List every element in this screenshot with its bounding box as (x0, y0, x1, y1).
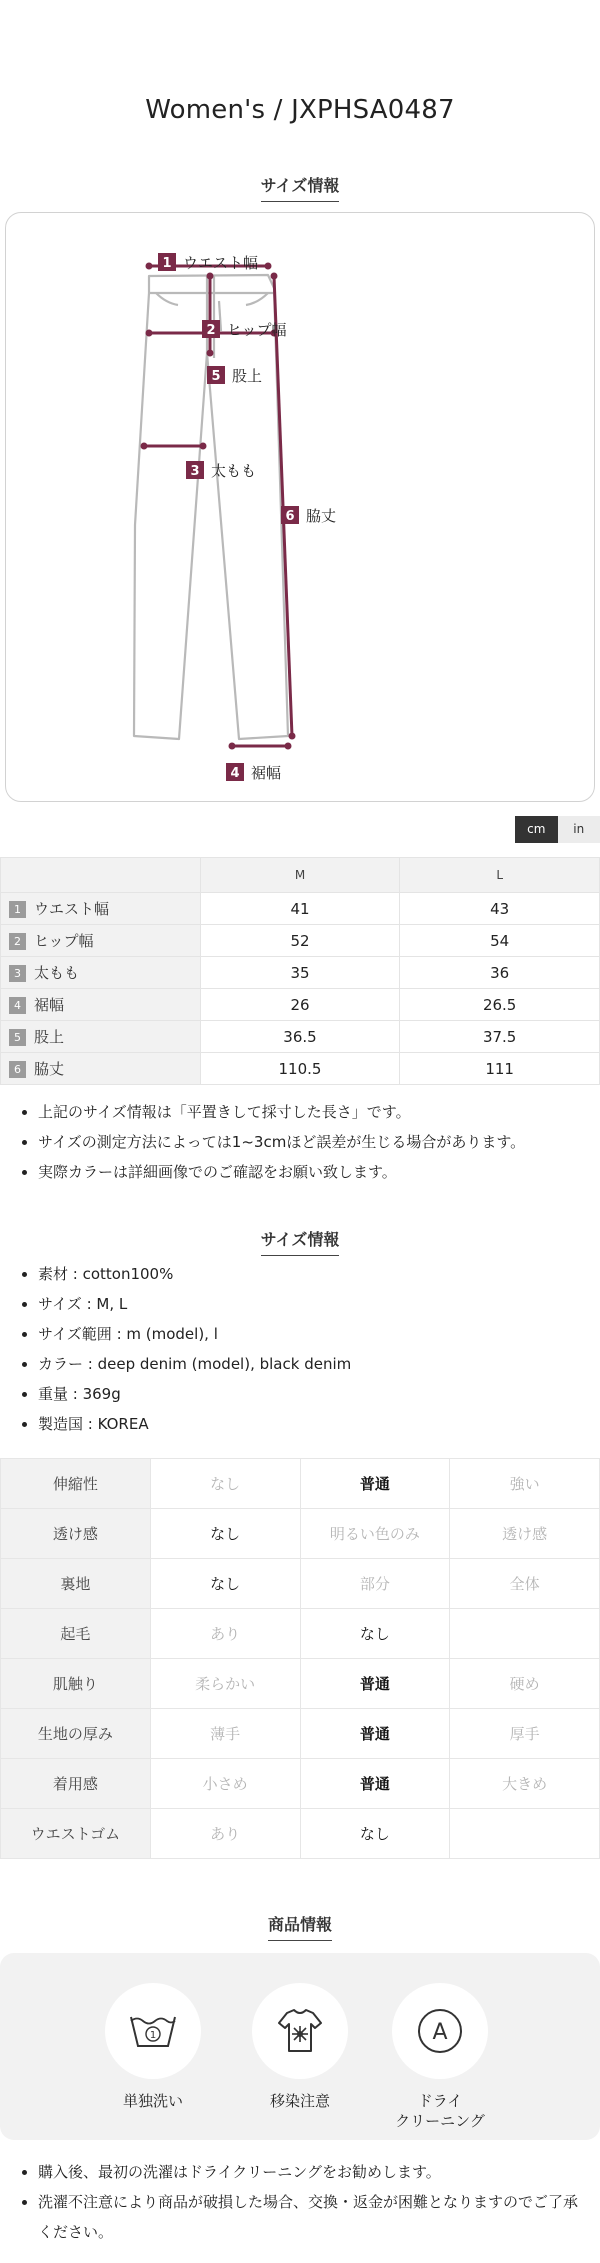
attribute-label: 透け感 (1, 1509, 151, 1559)
measure-endpoint (289, 733, 296, 740)
size-value: 54 (400, 925, 600, 957)
measure-label: 裾幅 (251, 764, 282, 782)
size-value: 36.5 (200, 1021, 400, 1053)
size-value: 26.5 (400, 989, 600, 1021)
size-note: サイズの測定方法によっては1~3cmほど誤差が生じる場合があります。 (22, 1127, 592, 1157)
size-column-header: M (200, 858, 400, 893)
measure-name: 裾幅 (34, 996, 65, 1014)
fabric-attributes-table (0, 1458, 600, 1859)
size-row-label (1, 893, 201, 925)
attribute-option: 普通 (300, 1709, 450, 1759)
care-label: 移染注意 (269, 2092, 330, 2110)
attribute-option (450, 1809, 600, 1859)
care-notes (22, 2157, 592, 2247)
size-value: 41 (200, 893, 400, 925)
measure-endpoint (200, 443, 207, 450)
size-row (1, 1021, 600, 1053)
size-row-label (1, 989, 201, 1021)
measure-label: 脇丈 (306, 507, 337, 525)
measure-number-badge: 3 (9, 965, 26, 982)
spec-item: サイズ : M, L (22, 1289, 592, 1319)
attribute-option: なし (300, 1609, 450, 1659)
measure-name: ウエスト幅 (34, 900, 110, 918)
size-value: 110.5 (200, 1053, 400, 1085)
pants-diagram (6, 213, 596, 803)
attribute-label: 裏地 (1, 1559, 151, 1609)
measure-tag (207, 366, 262, 385)
size-note: 上記のサイズ情報は「平置きして採寸した長さ」です。 (22, 1097, 592, 1127)
measure-name: 脇丈 (34, 1060, 65, 1078)
attribute-option: 普通 (300, 1659, 450, 1709)
attribute-label: 伸縮性 (1, 1459, 151, 1509)
color-transfer-icon (252, 1983, 348, 2079)
attribute-option: なし (150, 1509, 300, 1559)
care-icon-circle (105, 1983, 201, 2079)
attribute-option: 硬め (450, 1659, 600, 1709)
measure-number-badge: 1 (9, 901, 26, 918)
spec-item: サイズ範囲 : m (model), l (22, 1319, 592, 1349)
care-item-color-transfer (240, 1983, 360, 2111)
attribute-option: なし (150, 1559, 300, 1609)
attribute-option (450, 1609, 600, 1659)
size-row-label (1, 957, 201, 989)
care-item-hand-wash (93, 1983, 213, 2111)
spec-item: カラー : deep denim (model), black denim (22, 1349, 592, 1379)
care-item-dry-clean (380, 1983, 500, 2131)
attribute-row (1, 1659, 600, 1709)
measure-endpoint (265, 263, 272, 270)
size-row-label (1, 1021, 201, 1053)
attribute-option: 大きめ (450, 1759, 600, 1809)
measure-endpoint (229, 743, 236, 750)
size-value: 111 (400, 1053, 600, 1085)
dry-clean-symbol: A (432, 2020, 448, 2045)
unit-cm-button[interactable]: cm (515, 816, 558, 843)
care-instructions-panel (0, 1953, 600, 2140)
spec-item: 重量 : 369g (22, 1379, 592, 1409)
measure-name: 股上 (34, 1028, 65, 1046)
attribute-option: 部分 (300, 1559, 450, 1609)
attribute-label: 起毛 (1, 1609, 151, 1659)
attribute-label: ウエストゴム (1, 1809, 151, 1859)
measure-label: ヒップ幅 (227, 321, 287, 339)
attribute-option: 小さめ (150, 1759, 300, 1809)
attribute-label: 肌触り (1, 1659, 151, 1709)
product-title: Women's / JXPHSA0487 (145, 95, 455, 125)
size-info-heading: サイズ情報 (0, 173, 600, 202)
measure-tag (158, 253, 258, 272)
size-value: 36 (400, 957, 600, 989)
size-column-header: L (400, 858, 600, 893)
measure-tag (202, 320, 287, 339)
attribute-option: なし (150, 1459, 300, 1509)
spec-item: 素材 : cotton100% (22, 1259, 592, 1289)
attribute-label: 着用感 (1, 1759, 151, 1809)
measure-label: 太もも (211, 462, 257, 480)
attribute-option: 普通 (300, 1759, 450, 1809)
size-value: 37.5 (400, 1021, 600, 1053)
dry-clean-icon (392, 1983, 488, 2079)
measure-number-badge: 5 (9, 1029, 26, 1046)
measure-number: 3 (190, 464, 200, 479)
size-table-header (1, 858, 600, 893)
size-row-label (1, 1053, 201, 1085)
size-notes (22, 1097, 592, 1187)
measure-endpoint (207, 273, 214, 280)
size-row (1, 989, 600, 1021)
attribute-row (1, 1509, 600, 1559)
svg-text:1: 1 (149, 2030, 157, 2041)
measure-endpoint (146, 263, 153, 270)
product-info-heading: 商品情報 (0, 1912, 600, 1941)
measure-endpoint (141, 443, 148, 450)
care-icon-circle (252, 1983, 348, 2079)
care-icon-circle (392, 1983, 488, 2079)
measure-number-badge: 4 (9, 997, 26, 1014)
attribute-option: あり (150, 1609, 300, 1659)
measure-endpoint (146, 330, 153, 337)
specs-heading: サイズ情報 (0, 1227, 600, 1256)
size-note: 実際カラーは詳細画像でのご確認をお願い致します。 (22, 1157, 592, 1187)
attribute-option: 薄手 (150, 1709, 300, 1759)
attribute-row (1, 1459, 600, 1509)
measure-label: ウエスト幅 (183, 254, 259, 272)
specs-list (22, 1259, 592, 1439)
size-row (1, 925, 600, 957)
size-value: 52 (200, 925, 400, 957)
measure-number-badge: 6 (9, 1061, 26, 1078)
size-row-label (1, 925, 201, 957)
care-note: 洗濯不注意により商品が破損した場合、交換・返金が困難となりますのでご了承ください。 (22, 2187, 592, 2247)
measure-endpoint (207, 350, 214, 357)
measure-number: 1 (162, 256, 172, 271)
size-value: 43 (400, 893, 600, 925)
attribute-option: 強い (450, 1459, 600, 1509)
size-row (1, 1053, 600, 1085)
attribute-option: 厚手 (450, 1709, 600, 1759)
size-table-corner (1, 858, 201, 893)
measure-number: 2 (206, 323, 216, 338)
size-table (0, 857, 600, 1085)
measure-number: 4 (230, 766, 240, 781)
attribute-label: 生地の厚み (1, 1709, 151, 1759)
attribute-row (1, 1609, 600, 1659)
unit-toggle (515, 816, 600, 843)
hand-wash-icon (105, 1983, 201, 2079)
care-label: 単独洗い (122, 2092, 183, 2110)
measure-endpoint (285, 743, 292, 750)
measure-endpoint (271, 273, 278, 280)
spec-item: 製造国 : KOREA (22, 1409, 592, 1439)
size-diagram (5, 212, 595, 802)
size-value: 35 (200, 957, 400, 989)
unit-in-button[interactable]: in (558, 816, 600, 843)
attribute-option: なし (300, 1809, 450, 1859)
attribute-option: 普通 (300, 1459, 450, 1509)
attribute-option: 柔らかい (150, 1659, 300, 1709)
attribute-row (1, 1759, 600, 1809)
attribute-option: 全体 (450, 1559, 600, 1609)
measure-number: 6 (285, 509, 295, 524)
measure-label: 股上 (232, 367, 263, 385)
care-note: 購入後、最初の洗濯はドライクリーニングをお勧めします。 (22, 2157, 592, 2187)
attribute-option: 透け感 (450, 1509, 600, 1559)
size-value: 26 (200, 989, 400, 1021)
measure-number-badge: 2 (9, 933, 26, 950)
attribute-row (1, 1709, 600, 1759)
attribute-row (1, 1559, 600, 1609)
care-label: ドライ クリーニング (395, 2092, 485, 2130)
measure-name: ヒップ幅 (34, 932, 94, 950)
size-row (1, 893, 600, 925)
size-row (1, 957, 600, 989)
attribute-option: あり (150, 1809, 300, 1859)
measure-tag (226, 763, 281, 782)
measure-tag (281, 506, 336, 525)
measure-tag (186, 461, 256, 480)
attribute-row (1, 1809, 600, 1859)
measure-name: 太もも (34, 964, 80, 982)
measure-number: 5 (211, 369, 221, 384)
attribute-option: 明るい色のみ (300, 1509, 450, 1559)
